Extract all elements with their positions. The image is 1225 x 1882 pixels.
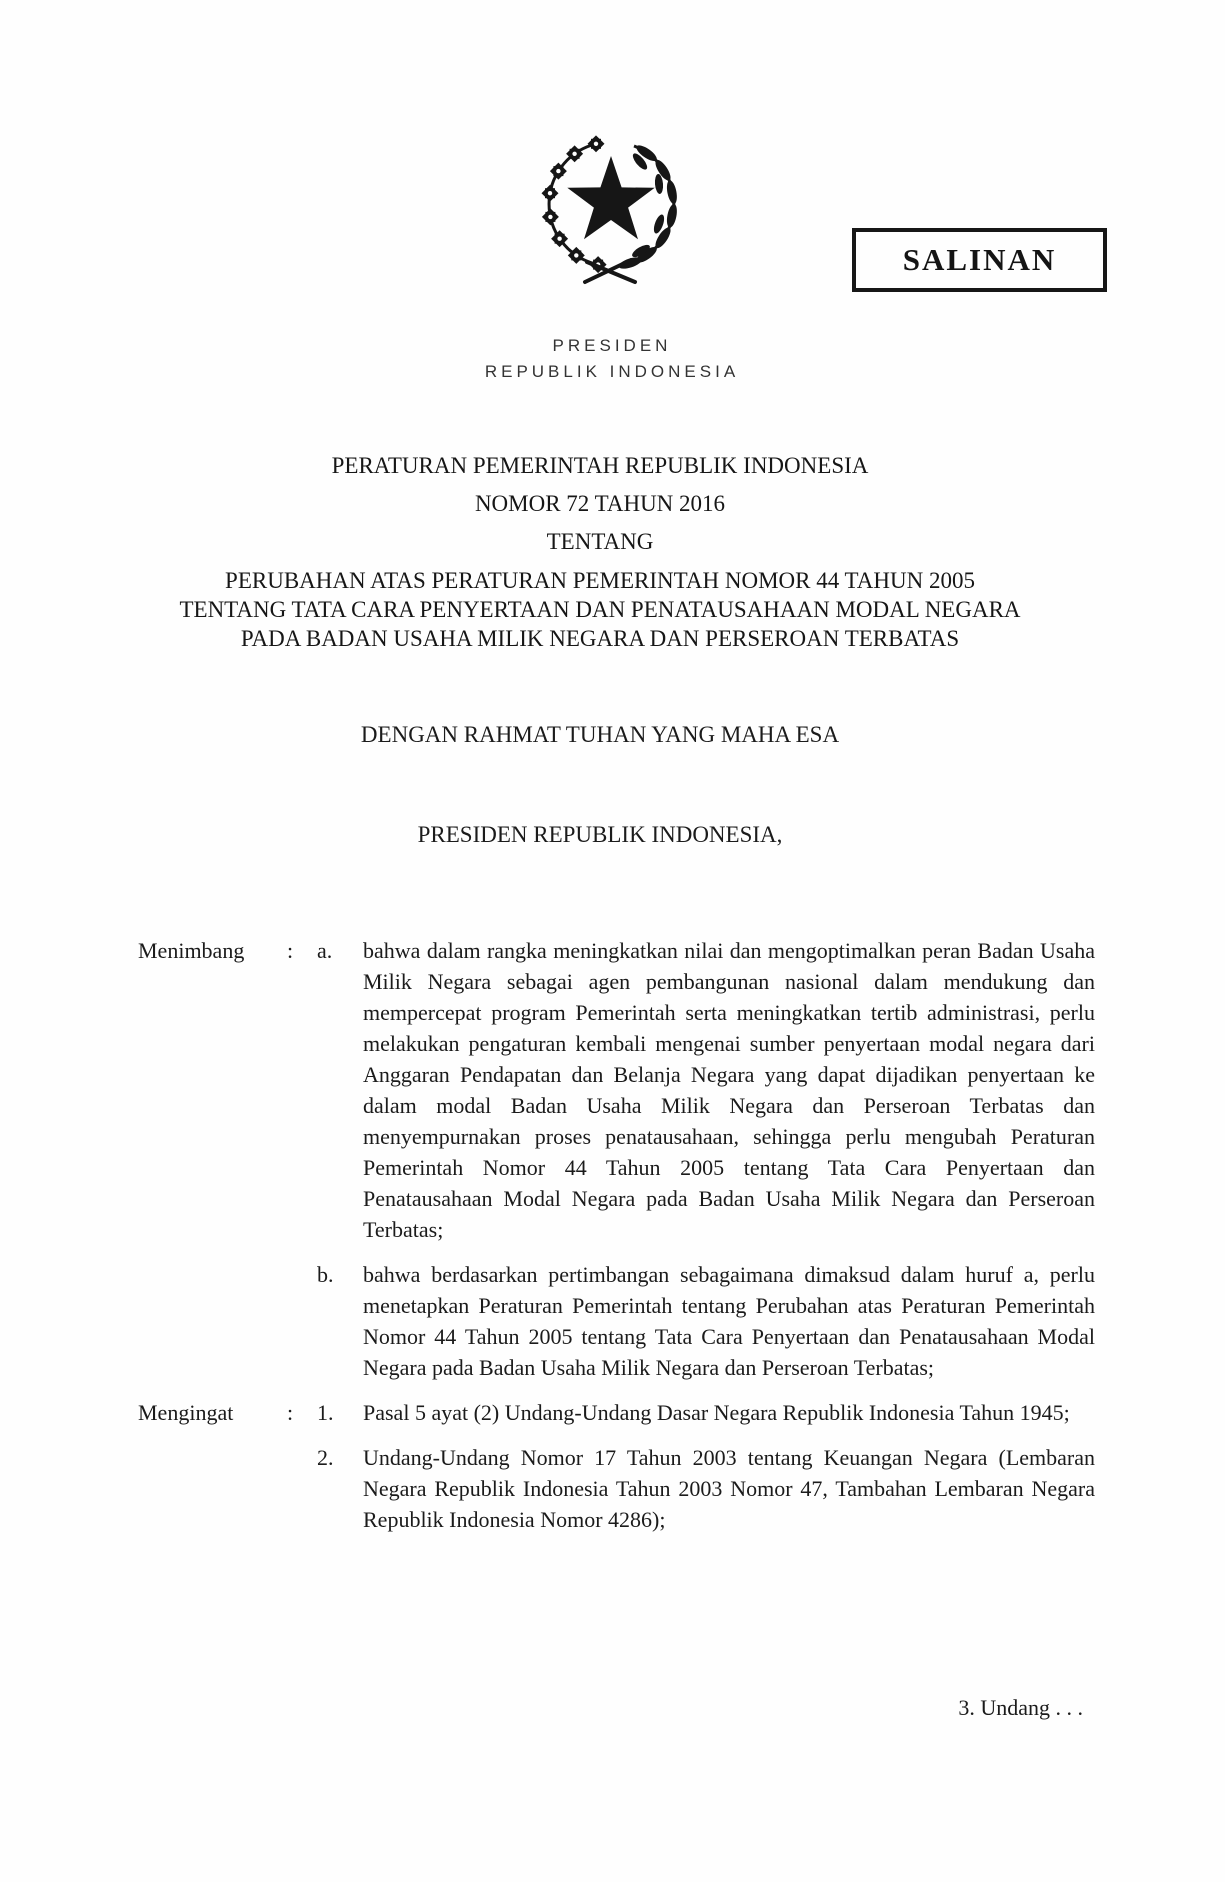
considering-marker-a: a.	[317, 938, 333, 963]
recalling-row-2	[138, 1442, 1095, 1535]
recalling-text-2: Undang-Undang Nomor 17 Tahun 2003 tentang Keuangan Negara (Lembaran Negara Republik Indonesia Tahun 2003 Nomor 47, Tambahan Lembaran Negara Republik Indonesia Nomor 4286);	[363, 1445, 1095, 1532]
recalling-label: Mengingat	[138, 1400, 234, 1425]
considering-row-b	[138, 1259, 1095, 1383]
invocation-line: DENGAN RAHMAT TUHAN YANG MAHA ESA	[360, 722, 840, 747]
letterhead-republik-indonesia: REPUBLIK INDONESIA	[484, 362, 740, 381]
clauses	[138, 935, 1095, 1535]
catchword: 3. Undang . . .	[958, 1695, 1083, 1720]
regulation-number: NOMOR 72 TAHUN 2016	[474, 491, 726, 516]
recalling-row-1	[138, 1397, 1095, 1428]
recalling-marker-2: 2.	[317, 1445, 334, 1470]
letterhead	[412, 333, 812, 385]
considering-colon: :	[287, 938, 294, 963]
recalling-marker-1: 1.	[317, 1400, 334, 1425]
considering-text-b: bahwa berdasarkan pertimbangan sebagaimana dimaksud dalam huruf a, perlu menetapkan Peraturan Pemerintah tentang Perubahan atas Peraturan Pemerintah Nomor 44 Tahun 2005 tentang Tata Cara Penyertaan dan Penatausahaan Modal Negara pada Badan Usaha Milik Negara dan Perseroan Terbatas;	[363, 1262, 1095, 1380]
title-block	[95, 447, 1105, 653]
presidential-star-emblem-icon	[523, 124, 703, 296]
letterhead-presiden: PRESIDEN	[552, 336, 672, 355]
considering-row-a	[138, 935, 1095, 1245]
considering-text-a: bahwa dalam rangka meningkatkan nilai dan mengoptimalkan peran Badan Usaha Milik Negara sebagai agen pembangunan nasional dalam mendukung dan mempercepat program Pemerintah serta meningkatkan tertib administrasi, perlu melakukan pengaturan kembali mengenai sumber penyertaan modal negara dari Anggaran Pendapatan dan Belanja Negara yang dapat dijadikan penyertaan ke dalam modal Badan Usaha Milik Negara dan Perseroan Terbatas dan menyempurnakan proses penatausahaan, sehingga perlu mengubah Peraturan Pemerintah Nomor 44 Tahun 2005 tentang Tata Cara Penyertaan dan Penatausahaan Modal Negara pada Badan Usaha Milik Negara dan Perseroan Terbatas;	[363, 938, 1095, 1242]
salinan-stamp	[852, 228, 1107, 292]
tentang-label: TENTANG	[546, 529, 654, 554]
issuer-line: PRESIDEN REPUBLIK INDONESIA,	[417, 822, 783, 847]
subject-line-2: TENTANG TATA CARA PENYERTAAN DAN PENATAUSAHAAN MODAL NEGARA	[179, 597, 1021, 622]
subject-line-1: PERUBAHAN ATAS PERATURAN PEMERINTAH NOMOR 44 TAHUN 2005	[225, 568, 975, 593]
considering-label: Menimbang	[138, 938, 245, 963]
considering-marker-b: b.	[317, 1262, 334, 1287]
regulation-title: PERATURAN PEMERINTAH REPUBLIK INDONESIA	[331, 453, 869, 478]
recalling-text-1: Pasal 5 ayat (2) Undang-Undang Dasar Negara Republik Indonesia Tahun 1945;	[363, 1400, 1070, 1425]
recalling-colon: :	[287, 1400, 294, 1425]
salinan-stamp-label: SALINAN	[902, 242, 1057, 277]
subject-line-3: PADA BADAN USAHA MILIK NEGARA DAN PERSEROAN TERBATAS	[240, 626, 960, 651]
